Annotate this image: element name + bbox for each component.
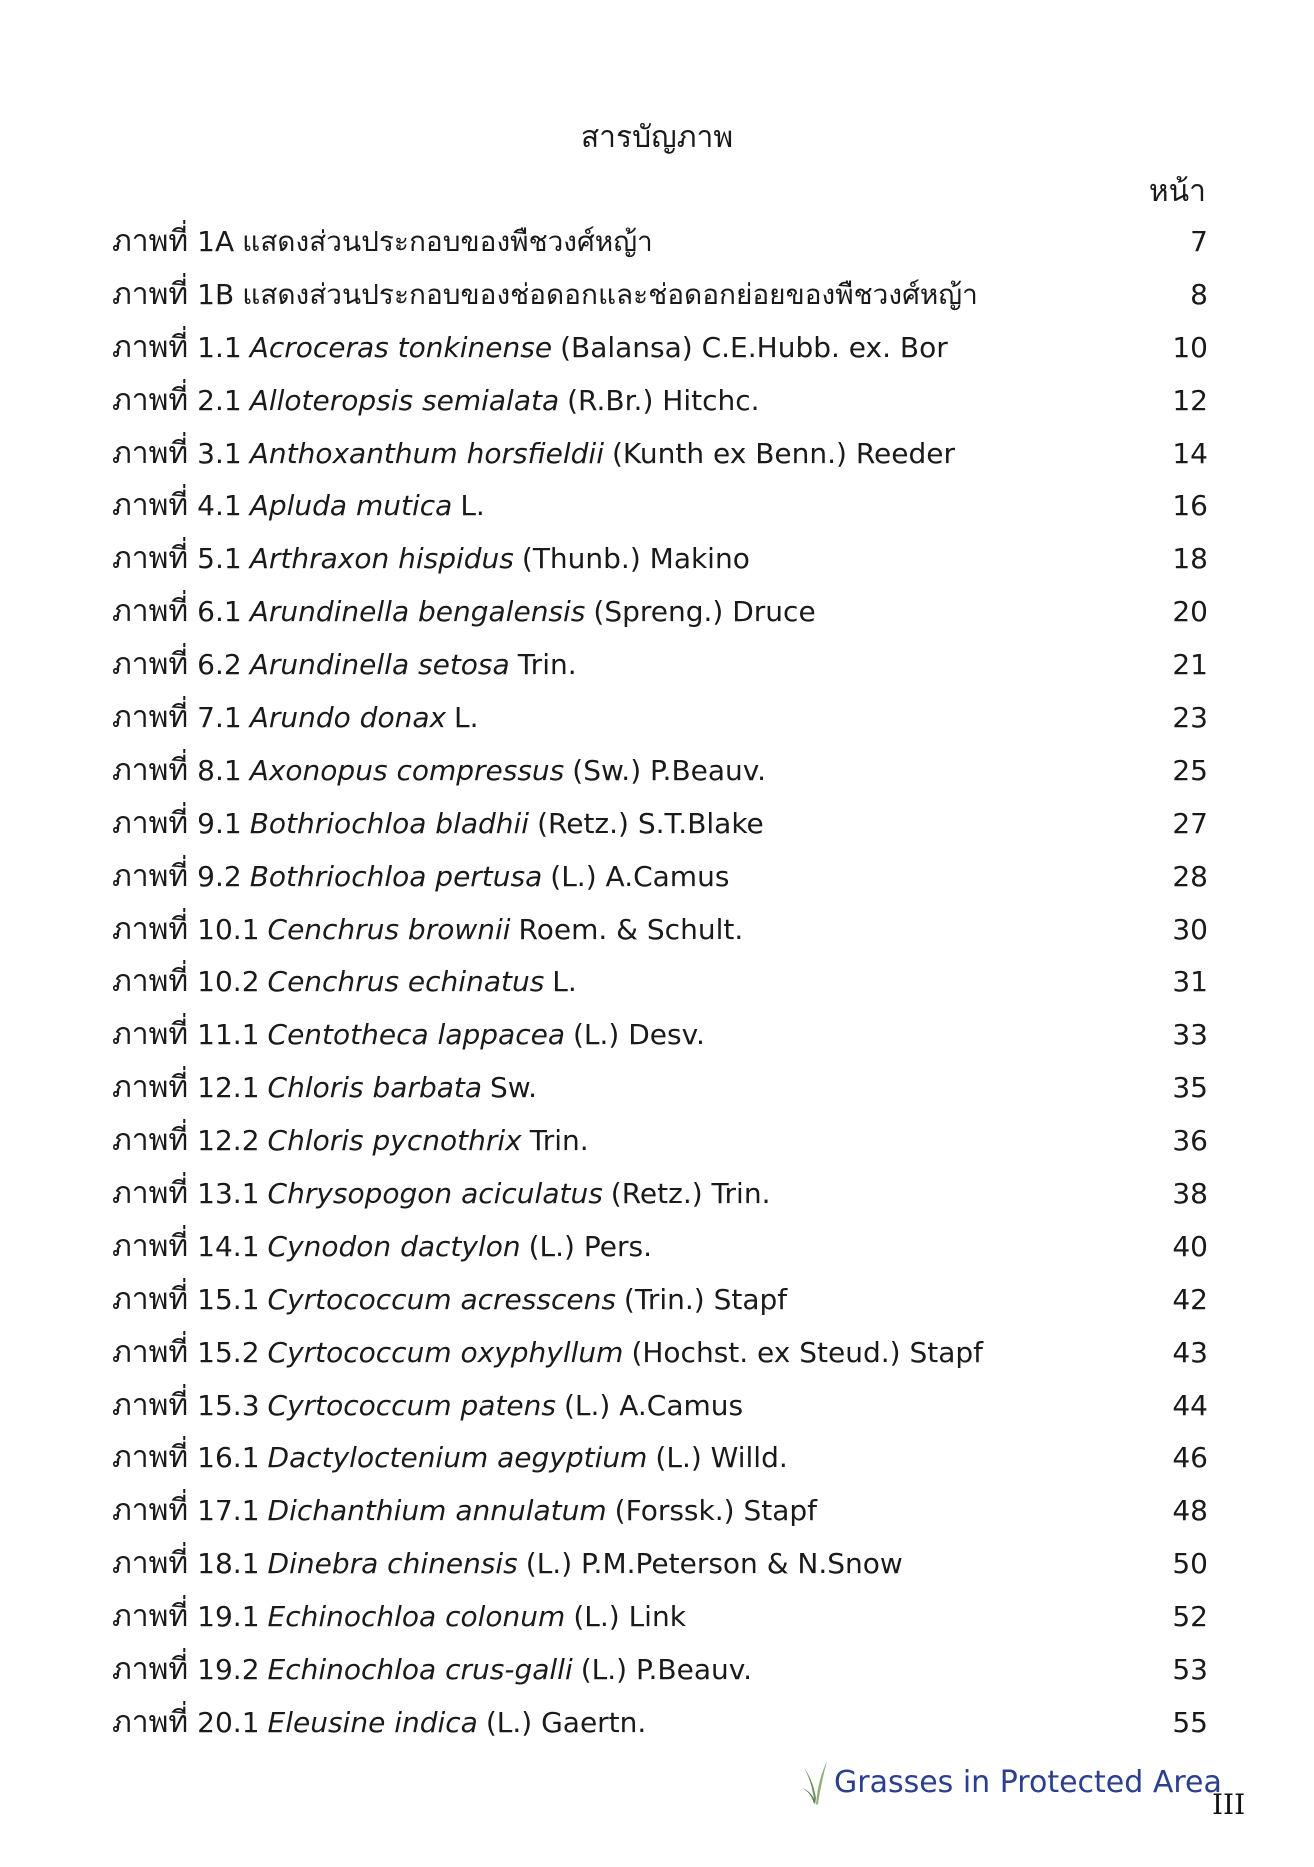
page-ref: 31: [1172, 965, 1208, 999]
figure-description: (Kunth ex Benn.) Reeder: [611, 436, 956, 470]
page-ref: 33: [1172, 1018, 1208, 1052]
page-ref: 10: [1172, 330, 1208, 364]
page-ref: 20: [1172, 595, 1208, 629]
page-ref: 30: [1172, 912, 1208, 946]
scientific-name: Dinebra chinensis: [267, 1547, 518, 1581]
page-ref: 46: [1172, 1441, 1208, 1475]
scientific-name: Eleusine indica: [267, 1705, 478, 1739]
page-ref: 18: [1172, 542, 1208, 576]
page-ref: 38: [1172, 1177, 1208, 1211]
figure-description: (L.) P.Beauv.: [580, 1653, 753, 1687]
scientific-name: Dactyloctenium aegyptium: [267, 1441, 648, 1475]
figure-number: 1A: [197, 225, 235, 258]
page-ref: 53: [1172, 1653, 1208, 1687]
figure-description: (R.Br.) Hitchc.: [567, 383, 760, 417]
page-ref: 12: [1172, 383, 1208, 417]
entry-prefix: ภาพที่: [112, 276, 189, 312]
entry-prefix: ภาพที่: [112, 1704, 189, 1740]
scientific-name: Cenchrus echinatus: [267, 965, 545, 999]
entry-prefix: ภาพที่: [112, 911, 189, 947]
page-ref: 40: [1172, 1229, 1208, 1263]
scientific-name: Alloteropsis semialata: [249, 383, 560, 417]
figure-description: (L.) P.M.Peterson & N.Snow: [525, 1547, 903, 1581]
scientific-name: Arundinella setosa: [249, 648, 510, 682]
figure-number: 11.1: [197, 1018, 260, 1052]
figure-list-item: [112, 1121, 1208, 1174]
entry-prefix: ภาพที่: [112, 594, 189, 630]
figure-list-item: [112, 1491, 1208, 1544]
entry-prefix: ภาพที่: [112, 1440, 189, 1476]
figure-list-item: [112, 910, 1208, 963]
figure-description: (L.) Willd.: [655, 1441, 788, 1475]
figure-description: L.: [552, 965, 577, 999]
figure-description: L.: [460, 489, 485, 523]
figure-list-item: [112, 222, 1208, 275]
figure-list-item: [112, 275, 1208, 328]
figure-number: 19.2: [197, 1653, 260, 1687]
page-ref: 36: [1172, 1124, 1208, 1158]
entry-prefix: ภาพที่: [112, 1546, 189, 1582]
scientific-name: Cenchrus brownii: [267, 912, 511, 946]
scientific-name: Dichanthium annulatum: [267, 1494, 607, 1528]
figure-number: 12.2: [197, 1124, 260, 1158]
figure-description: (L.) Desv.: [572, 1018, 705, 1052]
figure-list-item: [112, 1544, 1208, 1597]
figure-list-item: [112, 1597, 1208, 1650]
figure-description: (Balansa) C.E.Hubb. ex. Bor: [560, 330, 948, 364]
figure-description: แสดงส่วนประกอบของช่อดอกและช่อดอกย่อยของพืชวงศ์หญ้า: [242, 277, 978, 311]
entry-prefix: ภาพที่: [112, 488, 189, 524]
figure-list-item: [112, 962, 1208, 1015]
entry-prefix: ภาพที่: [112, 1599, 189, 1635]
figure-number: 15.3: [197, 1388, 260, 1422]
page-ref: 16: [1172, 489, 1208, 523]
figure-description: (Sw.) P.Beauv.: [572, 753, 767, 787]
scientific-name: Arundo donax: [249, 701, 447, 735]
figure-list-item: [112, 486, 1208, 539]
figure-number: 6.2: [197, 648, 242, 682]
figure-list-item: [112, 698, 1208, 751]
entry-prefix: ภาพที่: [112, 858, 189, 894]
figure-number: 14.1: [197, 1229, 260, 1263]
figure-description: L.: [454, 701, 479, 735]
page-ref: 23: [1172, 701, 1208, 735]
grass-leaf-icon: [800, 1758, 830, 1806]
entry-prefix: ภาพที่: [112, 647, 189, 683]
page-ref: 21: [1172, 648, 1208, 682]
figure-description: (Trin.) Stapf: [623, 1282, 788, 1316]
entry-prefix: ภาพที่: [112, 1652, 189, 1688]
scientific-name: Anthoxanthum horsfieldii: [249, 436, 604, 470]
figure-list-item: [112, 539, 1208, 592]
figure-number: 2.1: [197, 383, 242, 417]
scientific-name: Cyrtococcum patens: [267, 1388, 556, 1422]
scientific-name: Chrysopogon aciculatus: [267, 1177, 603, 1211]
figure-description: แสดงส่วนประกอบของพืชวงศ์หญ้า: [242, 225, 653, 258]
figure-list-item: [112, 751, 1208, 804]
entry-prefix: ภาพที่: [112, 224, 189, 259]
entry-prefix: ภาพที่: [112, 329, 189, 365]
figure-number: 10.2: [197, 965, 260, 999]
figure-number: 15.2: [197, 1335, 260, 1369]
page-ref: 44: [1172, 1388, 1208, 1422]
figure-list-item: [112, 1015, 1208, 1068]
scientific-name: Centotheca lappacea: [267, 1018, 565, 1052]
page-ref: 43: [1172, 1335, 1208, 1369]
entry-prefix: ภาพที่: [112, 1493, 189, 1529]
page-column-header: หน้า: [1148, 174, 1206, 209]
figure-number: 9.2: [197, 859, 242, 893]
scientific-name: Arundinella bengalensis: [249, 595, 586, 629]
figure-list-item: [112, 381, 1208, 434]
scientific-name: Axonopus compressus: [249, 753, 565, 787]
figure-list-item: [112, 645, 1208, 698]
entry-prefix: ภาพที่: [112, 964, 189, 1000]
entry-prefix: ภาพที่: [112, 382, 189, 418]
figure-description: (L.) Gaertn.: [485, 1705, 647, 1739]
entry-prefix: ภาพที่: [112, 700, 189, 736]
page-title: สารบัญภาพ: [580, 120, 734, 155]
figure-list-item: [112, 1174, 1208, 1227]
entry-prefix: ภาพที่: [112, 1228, 189, 1264]
page-ref: 50: [1172, 1547, 1208, 1581]
entry-prefix: ภาพที่: [112, 752, 189, 788]
figure-description: Sw.: [490, 1071, 538, 1105]
page-ref: 8: [1190, 277, 1208, 311]
figure-number: 10.1: [197, 912, 260, 946]
figure-list-item: [112, 1227, 1208, 1280]
figure-list-item: [112, 1386, 1208, 1439]
figure-number: 19.1: [197, 1600, 260, 1634]
figure-description: (Retz.) S.T.Blake: [537, 806, 764, 840]
figure-description: (Forssk.) Stapf: [614, 1494, 818, 1528]
figure-number: 15.1: [197, 1282, 260, 1316]
page-ref: 42: [1172, 1282, 1208, 1316]
figure-list-item: [112, 1333, 1208, 1386]
page-ref: 14: [1172, 436, 1208, 470]
figure-number: 12.1: [197, 1071, 260, 1105]
figure-description: Trin.: [529, 1124, 589, 1158]
figure-number: 8.1: [197, 753, 242, 787]
page-ref: 55: [1172, 1705, 1208, 1739]
figure-description: (L.) A.Camus: [550, 859, 730, 893]
figure-number: 6.1: [197, 595, 242, 629]
entry-prefix: ภาพที่: [112, 1017, 189, 1053]
scientific-name: Apluda mutica: [249, 489, 453, 523]
page-ref: 52: [1172, 1600, 1208, 1634]
figure-number: 13.1: [197, 1177, 260, 1211]
figure-list-item: [112, 1280, 1208, 1333]
scientific-name: Chloris barbata: [267, 1071, 483, 1105]
page-ref: 28: [1172, 859, 1208, 893]
figure-list-item: [112, 857, 1208, 910]
page-number: III: [1212, 1788, 1246, 1821]
entry-prefix: ภาพที่: [112, 541, 189, 577]
scientific-name: Bothriochloa pertusa: [249, 859, 543, 893]
page-ref: 27: [1172, 806, 1208, 840]
entry-prefix: ภาพที่: [112, 435, 189, 471]
figure-description: (Hochst. ex Steud.) Stapf: [631, 1335, 984, 1369]
page-ref: 35: [1172, 1071, 1208, 1105]
figure-list-item: [112, 434, 1208, 487]
footer-brand: [800, 1757, 1222, 1807]
figure-description: (Spreng.) Druce: [593, 595, 816, 629]
scientific-name: Cynodon dactylon: [267, 1229, 521, 1263]
scientific-name: Cyrtococcum acresscens: [267, 1282, 616, 1316]
figure-list-item: [112, 1703, 1208, 1756]
figure-description: (L.) Link: [573, 1600, 686, 1634]
scientific-name: Arthraxon hispidus: [249, 542, 514, 576]
page-ref: 7: [1190, 225, 1208, 258]
figure-number: 7.1: [197, 701, 242, 735]
figure-list-item: [112, 804, 1208, 857]
figure-number: 1.1: [197, 330, 242, 364]
figure-list-item: [112, 1438, 1208, 1491]
figure-number: 20.1: [197, 1705, 260, 1739]
figure-description: Trin.: [517, 648, 577, 682]
scientific-name: Echinochloa crus-galli: [267, 1653, 573, 1687]
figure-description: (Thunb.) Makino: [521, 542, 750, 576]
figure-list: [112, 222, 1208, 1756]
scientific-name: Echinochloa colonum: [267, 1600, 566, 1634]
entry-prefix: ภาพที่: [112, 805, 189, 841]
figure-number: 17.1: [197, 1494, 260, 1528]
entry-prefix: ภาพที่: [112, 1387, 189, 1423]
figure-list-item: [112, 328, 1208, 381]
page-ref: 25: [1172, 753, 1208, 787]
figure-number: 3.1: [197, 436, 242, 470]
scientific-name: Acroceras tonkinense: [249, 330, 553, 364]
page-ref: 48: [1172, 1494, 1208, 1528]
figure-number: 4.1: [197, 489, 242, 523]
figure-description: (L.) Pers.: [528, 1229, 652, 1263]
entry-prefix: ภาพที่: [112, 1176, 189, 1212]
figure-description: Roem. & Schult.: [518, 912, 744, 946]
figure-number: 5.1: [197, 542, 242, 576]
figure-number: 16.1: [197, 1441, 260, 1475]
figure-list-item: [112, 1650, 1208, 1703]
figure-list-item: [112, 1068, 1208, 1121]
entry-prefix: ภาพที่: [112, 1281, 189, 1317]
entry-prefix: ภาพที่: [112, 1123, 189, 1159]
entry-prefix: ภาพที่: [112, 1334, 189, 1370]
entry-prefix: ภาพที่: [112, 1070, 189, 1106]
figure-number: 18.1: [197, 1547, 260, 1581]
figure-list-item: [112, 592, 1208, 645]
footer-brand-text: Grasses in Protected Area: [834, 1764, 1222, 1800]
scientific-name: Chloris pycnothrix: [267, 1124, 522, 1158]
figure-number: 9.1: [197, 806, 242, 840]
figure-description: (Retz.) Trin.: [610, 1177, 771, 1211]
scientific-name: Cyrtococcum oxyphyllum: [267, 1335, 624, 1369]
figure-description: (L.) A.Camus: [563, 1388, 744, 1422]
figure-number: 1B: [197, 277, 235, 311]
scientific-name: Bothriochloa bladhii: [249, 806, 530, 840]
